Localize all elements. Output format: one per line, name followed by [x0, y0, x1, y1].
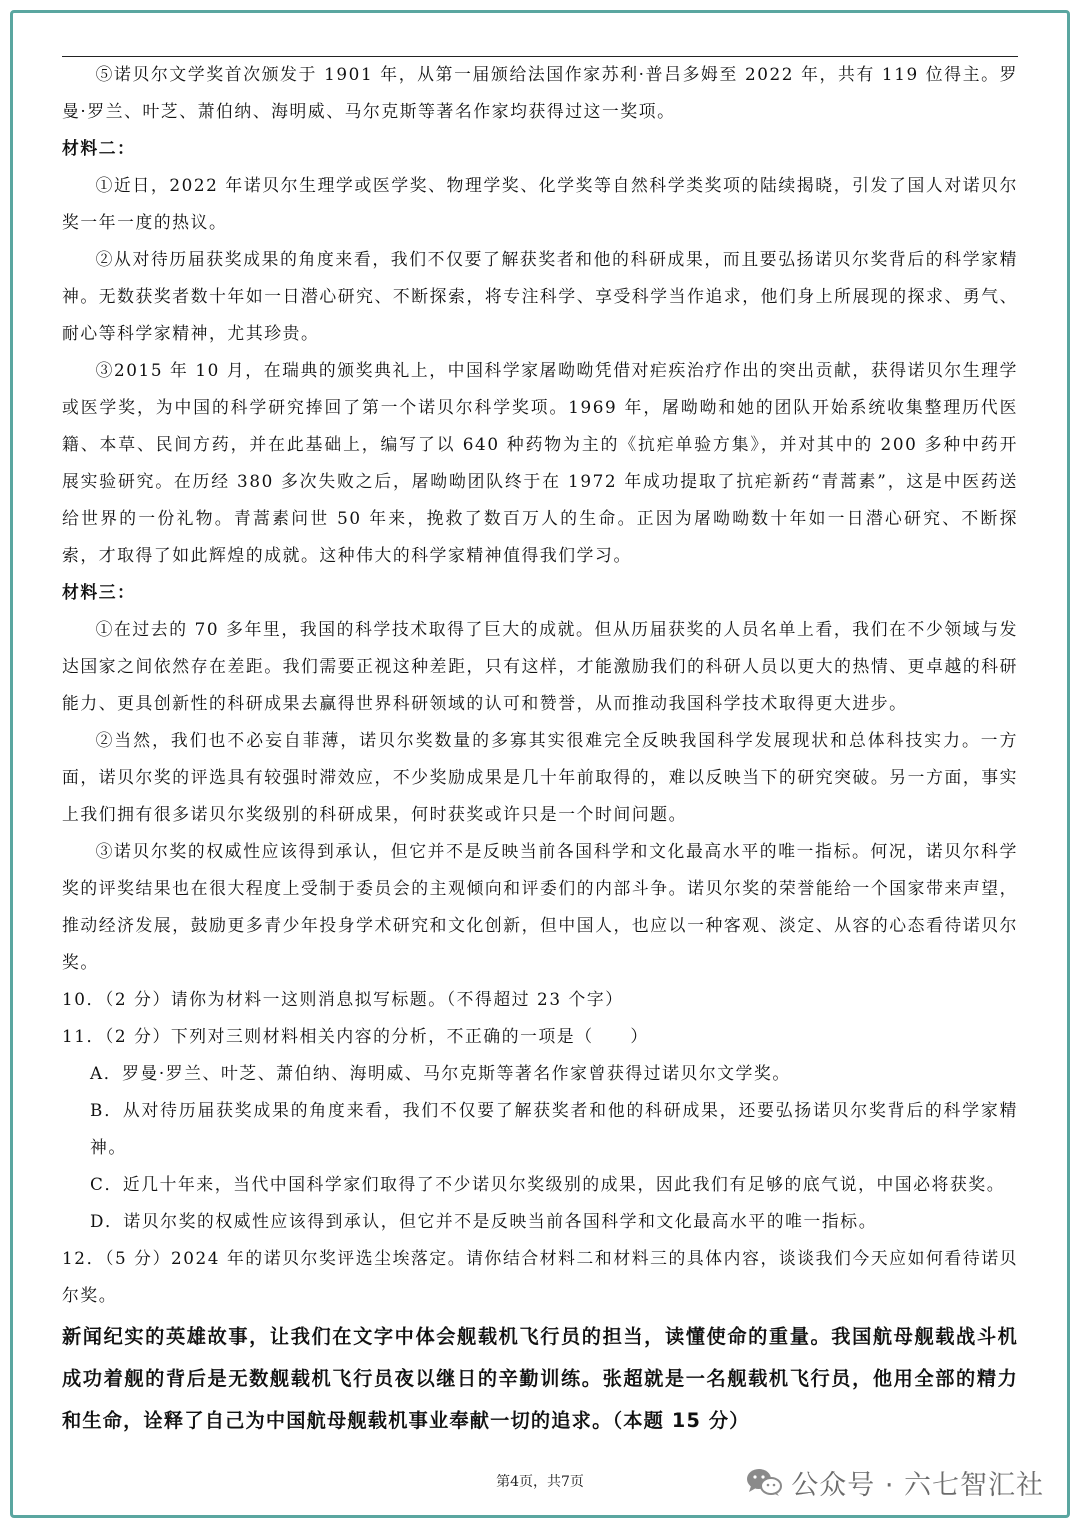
material2-paragraph-1: ①近日，2022 年诺贝尔生理学或医学奖、物理学奖、化学奖等自然科学类奖项的陆续揭晓，引发了国人对诺贝尔奖一年一度的热议。	[62, 175, 1018, 232]
question-11-option-d: D．诺贝尔奖的权威性应该得到承认，但它并不是反映当前各国科学和文化最高水平的唯一指标。	[90, 1211, 878, 1231]
material2-paragraph-3: ③2015 年 10 月，在瑞典的颁奖典礼上，中国科学家屠呦呦凭借对疟疾治疗作出的突出贡献，获得诺贝尔生理学或医学奖，为中国的科学研究捧回了第一个诺贝尔科学奖项。1969 年，屠呦呦和她的团队开始系统收集整理历代医籍、本草、民间方药，并在此基础上，编写了以 640 种药物为主的《抗疟单验方集》，并对其中的 200 多种中药开展实验研究。在历经 380 多次失败之后，屠呦呦团队终于在 1972 年成功提取了抗疟新药“青蒿素”，这是中医药送给世界的一份礼物。青蒿素问世 50 年来，挽救了数百万人的生命。正因为屠呦呦数十年如一日潜心研究、不断探索，才取得了如此辉煌的成就。这种伟大的科学家精神值得我们学习。	[62, 360, 1018, 565]
material3-paragraph-1: ①在过去的 70 多年里，我国的科学技术取得了巨大的成就。但从历届获奖的人员名单上看，我们在不少领域与发达国家之间依然存在差距。我们需要正视这种差距，只有这样，才能激励我们的科研人员以更大的热情、更卓越的科研能力、更具创新性的科研成果去赢得世界科研领域的认可和赞誉，从而推动我国科学技术取得更大进步。	[62, 619, 1018, 713]
material2-heading: 材料二：	[62, 138, 136, 158]
question-12: 12．（5 分）2024 年的诺贝尔奖评选尘埃落定。请你结合材料二和材料三的具体内容，谈谈我们今天应如何看待诺贝尔奖。	[62, 1248, 1018, 1305]
material3-paragraph-2: ②当然，我们也不必妄自菲薄，诺贝尔奖数量的多寡其实很难完全反映我国科学发展现状和总体科技实力。一方面，诺贝尔奖的评选具有较强时滞效应，不少奖励成果是几十年前取得的，难以反映当下的研究突破。另一方面，事实上我们拥有很多诺贝尔奖级别的科研成果，何时获奖或许只是一个时间问题。	[62, 730, 1018, 824]
wechat-icon	[745, 1466, 783, 1498]
question-11-stem: 11．（2 分）下列对三则材料相关内容的分析，不正确的一项是（ ）	[62, 1026, 649, 1046]
question-10: 10．（2 分）请你为材料一这则消息拟写标题。（不得超过 23 个字）	[62, 989, 624, 1009]
material1-paragraph-5: ⑤诺贝尔文学奖首次颁发于 1901 年，从第一届颁给法国作家苏利·普吕多姆至 2022 年，共有 119 位得主。罗曼·罗兰、叶芝、萧伯纳、海明威、马尔克斯等著名作家均获得过这一奖项。	[62, 64, 1018, 121]
page-number: 第4页，共7页	[496, 1474, 584, 1490]
material2-paragraph-2: ②从对待历届获奖成果的角度来看，我们不仅要了解获奖者和他的科研成果，而且要弘扬诺贝尔奖背后的科学家精神。无数获奖者数十年如一日潜心研究、不断探索，将专注科学、享受科学当作追求，他们身上所展现的探求、勇气、耐心等科学家精神，尤其珍贵。	[62, 249, 1018, 343]
material3-paragraph-3: ③诺贝尔奖的权威性应该得到承认，但它并不是反映当前各国科学和文化最高水平的唯一指标。何况，诺贝尔科学奖的评奖结果也在很大程度上受制于委员会的主观倾向和评委们的内部斗争。诺贝尔奖的荣誉能给一个国家带来声望，推动经济发展，鼓励更多青少年投身学术研究和文化创新，但中国人，也应以一种客观、淡定、从容的心态看待诺贝尔奖。	[62, 841, 1018, 972]
watermark	[745, 1462, 1044, 1502]
material3-heading: 材料三：	[62, 582, 136, 602]
document-body	[62, 56, 1018, 1442]
watermark-text: 公众号 · 六七智汇社	[791, 1469, 1044, 1501]
next-section-intro: 新闻纪实的英雄故事，让我们在文字中体会舰载机飞行员的担当，读懂使命的重量。我国航母舰载战斗机成功着舰的背后是无数舰载机飞行员夜以继日的辛勤训练。张超就是一名舰载机飞行员，他用全部的精力和生命，诠释了自己为中国航母舰载机事业奉献一切的追求。（本题 15 分）	[62, 1325, 1018, 1432]
question-11-option-c: C．近几十年来，当代中国科学家们取得了不少诺贝尔奖级别的成果，因此我们有足够的底气说，中国必将获奖。	[90, 1174, 1006, 1194]
question-11-option-b: B．从对待历届获奖成果的角度来看，我们不仅要了解获奖者和他的科研成果，还要弘扬诺贝尔奖背后的科学家精神。	[90, 1100, 1018, 1157]
question-11-option-a: A．罗曼·罗兰、叶芝、萧伯纳、海明威、马尔克斯等著名作家曾获得过诺贝尔文学奖。	[90, 1063, 791, 1083]
